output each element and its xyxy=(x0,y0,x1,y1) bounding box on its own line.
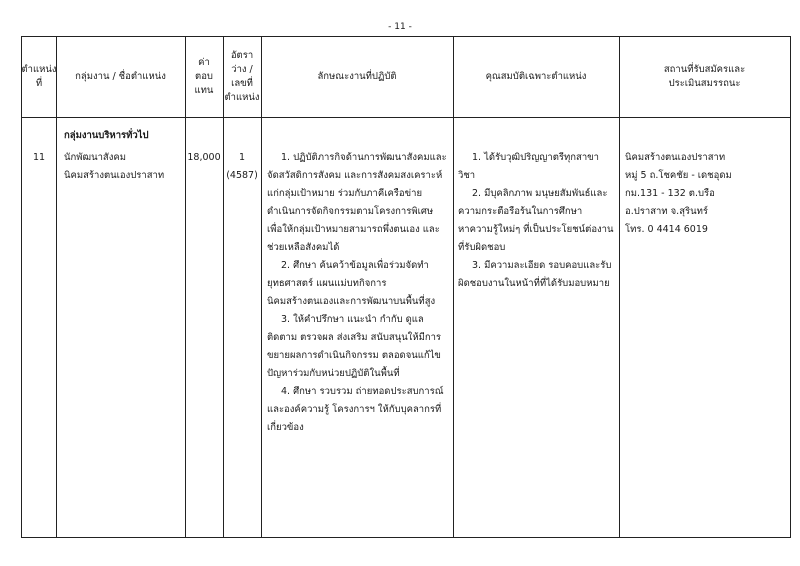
workplace-line: นิคมสร้างตนเองปราสาท xyxy=(625,152,726,163)
header-rate: อัตรา ว่าง / เลขที่ ตำแหน่ง xyxy=(224,50,260,103)
duty-item: 1. ปฏิบัติภารกิจด้านการพัฒนาสังคมและจัดสวัสดิการสังคม และการสังคมสงเคราะห์แก่กลุ่มเป้าหมาย ร่วมกับภาคีเครือข่ายดำเนินการจัดกิจกรรมตามโครงการพิเศษ เพื่อให้กลุ่มเป้าหมายสามารถพึ่งตนเอง และช่วยเหลือสังคมได้ xyxy=(267,152,447,253)
header-qualification: คุณสมบัติเฉพาะตำแหน่ง xyxy=(485,71,587,82)
rate-value: 1 (4587) xyxy=(223,149,261,185)
group-name: กลุ่มงานบริหารทั่วไป xyxy=(64,130,149,141)
qualification-item: 2. มีบุคลิกภาพ มนุษยสัมพันธ์และความกระตือรือร้นในการศึกษาหาความรู้ใหม่ๆ ที่เป็นประโยชน์ต่องานที่รับผิดชอบ xyxy=(458,188,614,253)
position-title-line: นักพัฒนาสังคม xyxy=(64,152,126,163)
position-title xyxy=(64,149,184,185)
header-workplace: สถานที่รับสมัครและ ประเมินสมรรถนะ xyxy=(663,64,746,89)
workplace-line: โทร. 0 4414 6019 xyxy=(625,224,708,235)
qualifications-list xyxy=(458,149,616,293)
workplace-line: หมู่ 5 ถ.โชคชัย - เดชอุดม xyxy=(625,170,732,181)
header-position-no: ตำแหน่ง ที่ xyxy=(21,64,57,89)
header-group-title: กลุ่มงาน / ชื่อตำแหน่ง xyxy=(75,71,166,82)
position-title-line: นิคมสร้างตนเองปราสาท xyxy=(64,170,165,181)
wage-value: 18,000 xyxy=(187,152,221,163)
position-number: 11 xyxy=(32,152,46,163)
workplace-line: อ.ปราสาท จ.สุรินทร์ xyxy=(625,206,708,217)
workplace-address xyxy=(625,149,785,239)
duty-item: 2. ศึกษา ค้นคว้าข้อมูลเพื่อร่วมจัดทำยุทธศาสตร์ แผนแม่บทกิจการนิคมสร้างตนเองและการพัฒนาบนพื้นที่สูง xyxy=(267,260,436,307)
qualification-item: 1. ได้รับวุฒิปริญญาตรีทุกสาขาวิชา xyxy=(458,152,599,181)
header-divider xyxy=(22,117,790,118)
workplace-line: กม.131 - 132 ต.บรือ xyxy=(625,188,715,199)
header-wage: ค่า ตอบ แทน xyxy=(194,57,214,96)
duty-item: 3. ให้คำปรึกษา แนะนำ กำกับ ดูแล ติดตาม ตรวจผล ส่งเสริม สนับสนุนให้มีการขยายผลการดำเนินกิจกรรม ตลอดจนแก้ไขปัญหาร่วมกับหน่วยปฏิบัติในพื้นที่ xyxy=(267,314,442,379)
position-code: (4587) xyxy=(226,170,258,181)
duty-item: 4. ศึกษา รวบรวม ถ่ายทอดประสบการณ์และองค์ความรู้ โครงการฯ ให้กับบุคลากรที่เกี่ยวข้อง xyxy=(267,386,444,433)
duties-list xyxy=(267,149,449,437)
position-table xyxy=(21,36,791,538)
page-number: - 11 - xyxy=(388,22,412,32)
qualification-item: 3. มีความละเอียด รอบคอบและรับผิดชอบงานในหน้าที่ที่ได้รับมอบหมาย xyxy=(458,260,612,289)
header-job-desc: ลักษณะงานที่ปฏิบัติ xyxy=(317,71,397,82)
